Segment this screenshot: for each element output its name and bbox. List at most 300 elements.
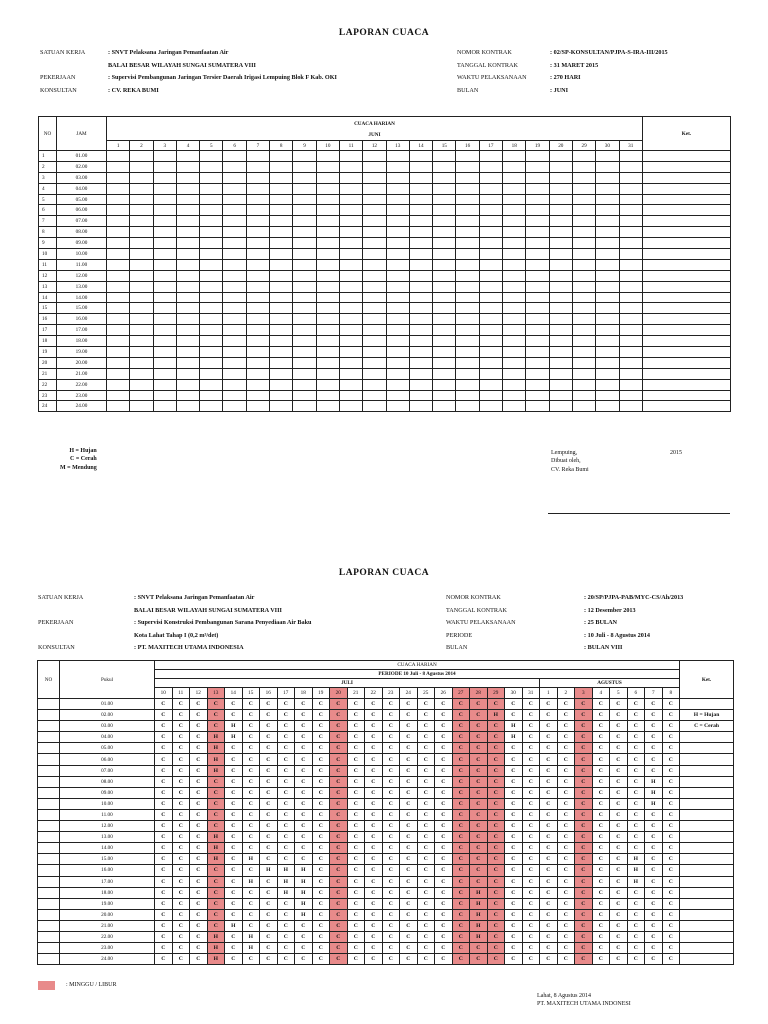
- sign-place: Lahat, 8 Agustus 2014: [537, 993, 591, 999]
- day-header: 20: [330, 688, 348, 699]
- weather-cell: C: [645, 931, 663, 942]
- weather-cell: C: [662, 931, 680, 942]
- weather-cell: C: [260, 821, 278, 832]
- weather-cell: [223, 292, 246, 303]
- weather-cell: C: [522, 931, 540, 942]
- weather-cell: C: [610, 954, 628, 965]
- table-row: [39, 259, 731, 270]
- ket-cell: [642, 216, 730, 227]
- weather-cell: C: [592, 809, 610, 820]
- weather-cell: [246, 161, 269, 172]
- weather-cell: [270, 249, 293, 260]
- value: BALAI BESAR WILAYAH SUNGAI SUMATERA VIII: [108, 61, 256, 69]
- weather-cell: C: [610, 776, 628, 787]
- weather-cell: C: [575, 920, 593, 931]
- weather-cell: C: [190, 898, 208, 909]
- weather-cell: [596, 368, 619, 379]
- weather-cell: [619, 194, 642, 205]
- weather-cell: C: [400, 865, 418, 876]
- legend-item: H = Hujan: [69, 448, 97, 454]
- weather-cell: C: [365, 876, 383, 887]
- day-header: 1: [540, 688, 558, 699]
- weather-cell: [479, 194, 502, 205]
- weather-cell: C: [242, 821, 260, 832]
- weather-cell: C: [207, 710, 225, 721]
- day-header: 20: [549, 141, 572, 151]
- weather-cell: C: [557, 832, 575, 843]
- weather-cell: [386, 368, 409, 379]
- row-no: 24: [39, 401, 57, 412]
- table-row: [39, 401, 731, 412]
- day-header: 16: [456, 141, 479, 151]
- weather-cell: C: [662, 865, 680, 876]
- weather-cell: C: [190, 743, 208, 754]
- weather-cell: C: [365, 931, 383, 942]
- weather-cell: C: [172, 843, 190, 854]
- row-no: [38, 798, 60, 809]
- weather-cell: [456, 151, 479, 162]
- value: : 31 MARET 2015: [550, 61, 599, 69]
- weather-cell: [596, 379, 619, 390]
- weather-cell: [549, 390, 572, 401]
- weather-cell: C: [557, 787, 575, 798]
- weather-cell: [130, 347, 153, 358]
- days-row: [39, 141, 731, 151]
- weather-cell: [386, 238, 409, 249]
- weather-cell: C: [382, 754, 400, 765]
- weather-cell: [176, 281, 199, 292]
- weather-cell: [246, 194, 269, 205]
- day-header: 31: [522, 688, 540, 699]
- weather-cell: C: [505, 710, 523, 721]
- weather-cell: [409, 238, 432, 249]
- weather-cell: [293, 303, 316, 314]
- weather-cell: C: [417, 920, 435, 931]
- weather-cell: C: [365, 732, 383, 743]
- weather-cell: C: [207, 909, 225, 920]
- weather-cell: [153, 379, 176, 390]
- weather-cell: C: [207, 776, 225, 787]
- weather-cell: [293, 379, 316, 390]
- row-pukul: 06.00: [60, 754, 155, 765]
- weather-cell: [107, 401, 130, 412]
- day-header: 12: [190, 688, 208, 699]
- weather-cell: [246, 303, 269, 314]
- weather-cell: C: [225, 776, 243, 787]
- weather-cell: [153, 390, 176, 401]
- weather-cell: H: [207, 765, 225, 776]
- weather-cell: C: [575, 710, 593, 721]
- row-jam: 06.00: [57, 205, 107, 216]
- weather-cell: [363, 259, 386, 270]
- ket-cell: [642, 292, 730, 303]
- weather-cell: C: [347, 732, 365, 743]
- ket-cell: [642, 336, 730, 347]
- weather-cell: [200, 401, 223, 412]
- weather-cell: C: [190, 931, 208, 942]
- weather-cell: [339, 379, 362, 390]
- weather-cell: [339, 172, 362, 183]
- weather-cell: [503, 347, 526, 358]
- weather-cell: [409, 379, 432, 390]
- weather-cell: C: [575, 732, 593, 743]
- row-jam: 17.00: [57, 325, 107, 336]
- weather-cell: C: [627, 898, 645, 909]
- weather-cell: [223, 336, 246, 347]
- weather-cell: C: [330, 776, 348, 787]
- weather-cell: C: [172, 743, 190, 754]
- table-row: [39, 303, 731, 314]
- weather-cell: C: [610, 809, 628, 820]
- weather-cell: [572, 292, 595, 303]
- weather-cell: [316, 270, 339, 281]
- weather-cell: C: [417, 798, 435, 809]
- weather-cell: [386, 347, 409, 358]
- weather-cell: [456, 259, 479, 270]
- weather-cell: C: [522, 898, 540, 909]
- weather-cell: [526, 357, 549, 368]
- weather-cell: C: [645, 920, 663, 931]
- weather-cell: C: [435, 876, 453, 887]
- weather-cell: [619, 379, 642, 390]
- day-header: 3: [153, 141, 176, 151]
- weather-cell: [503, 205, 526, 216]
- weather-cell: [130, 238, 153, 249]
- weather-cell: C: [207, 876, 225, 887]
- day-header: 10: [155, 688, 173, 699]
- weather-cell: C: [312, 931, 330, 942]
- weather-cell: C: [575, 787, 593, 798]
- weather-cell: [526, 151, 549, 162]
- weather-cell: C: [487, 765, 505, 776]
- weather-cell: C: [365, 920, 383, 931]
- weather-cell: H: [207, 832, 225, 843]
- weather-cell: C: [662, 699, 680, 710]
- weather-cell: [456, 161, 479, 172]
- value: : 12 Desember 2013: [584, 606, 636, 614]
- weather-cell: C: [242, 865, 260, 876]
- weather-cell: C: [645, 765, 663, 776]
- label: [38, 605, 134, 618]
- weather-cell: C: [277, 721, 295, 732]
- weather-cell: C: [312, 954, 330, 965]
- weather-cell: [176, 314, 199, 325]
- weather-cell: [433, 281, 456, 292]
- row-no: 3: [39, 172, 57, 183]
- weather-cell: [246, 270, 269, 281]
- weather-cell: [107, 194, 130, 205]
- weather-cell: [619, 347, 642, 358]
- weather-cell: C: [190, 954, 208, 965]
- weather-cell: C: [330, 754, 348, 765]
- weather-cell: [107, 347, 130, 358]
- weather-cell: C: [470, 798, 488, 809]
- label: KONSULTAN: [40, 86, 77, 94]
- table-row: [38, 843, 734, 854]
- table-row: [38, 710, 734, 721]
- weather-cell: [270, 238, 293, 249]
- weather-cell: C: [242, 765, 260, 776]
- weather-cell: C: [242, 743, 260, 754]
- col-jam: JAM: [57, 117, 107, 151]
- value: : CV. REKA BUMI: [108, 86, 159, 94]
- weather-cell: [386, 249, 409, 260]
- weather-cell: H: [470, 920, 488, 931]
- weather-cell: [619, 368, 642, 379]
- weather-cell: C: [435, 798, 453, 809]
- weather-cell: C: [417, 843, 435, 854]
- row-jam: 16.00: [57, 314, 107, 325]
- ket-cell: [642, 368, 730, 379]
- weather-cell: C: [645, 876, 663, 887]
- weather-cell: H: [645, 798, 663, 809]
- row-jam: 14.00: [57, 292, 107, 303]
- row-jam: 20.00: [57, 357, 107, 368]
- ket-cell: [680, 898, 734, 909]
- weather-cell: [549, 347, 572, 358]
- weather-cell: C: [172, 865, 190, 876]
- weather-cell: C: [470, 809, 488, 820]
- day-header: 2: [557, 688, 575, 699]
- weather-cell: C: [505, 821, 523, 832]
- label: PEKERJAAN: [40, 74, 76, 82]
- weather-cell: [200, 357, 223, 368]
- weather-cell: C: [382, 743, 400, 754]
- weather-cell: C: [522, 887, 540, 898]
- report1-title: LAPORAN CUACA: [338, 28, 430, 38]
- weather-cell: C: [575, 809, 593, 820]
- weather-cell: [596, 303, 619, 314]
- weather-cell: C: [662, 754, 680, 765]
- day-header: 5: [200, 141, 223, 151]
- weather-cell: [270, 401, 293, 412]
- weather-cell: [130, 314, 153, 325]
- weather-cell: C: [225, 943, 243, 954]
- weather-cell: [293, 205, 316, 216]
- weather-cell: C: [225, 809, 243, 820]
- weather-cell: [246, 357, 269, 368]
- weather-cell: C: [575, 832, 593, 843]
- weather-cell: C: [312, 943, 330, 954]
- row-pukul: 14.00: [60, 843, 155, 854]
- weather-cell: C: [592, 776, 610, 787]
- weather-cell: C: [260, 854, 278, 865]
- weather-cell: [270, 390, 293, 401]
- row-jam: 23.00: [57, 390, 107, 401]
- weather-cell: [130, 368, 153, 379]
- weather-cell: C: [365, 787, 383, 798]
- row-no: [38, 843, 60, 854]
- weather-cell: [456, 270, 479, 281]
- weather-cell: [130, 194, 153, 205]
- weather-cell: [503, 325, 526, 336]
- weather-cell: [107, 270, 130, 281]
- weather-cell: C: [470, 943, 488, 954]
- weather-cell: [223, 227, 246, 238]
- table-row: [39, 205, 731, 216]
- table-row: [38, 832, 734, 843]
- row-no: 11: [39, 259, 57, 270]
- weather-cell: C: [575, 721, 593, 732]
- weather-cell: H: [470, 931, 488, 942]
- row-no: 4: [39, 183, 57, 194]
- weather-cell: [433, 390, 456, 401]
- weather-cell: [246, 281, 269, 292]
- weather-cell: [153, 151, 176, 162]
- weather-cell: C: [435, 887, 453, 898]
- weather-cell: C: [400, 898, 418, 909]
- table-row: [39, 270, 731, 281]
- weather-cell: [503, 379, 526, 390]
- weather-cell: C: [207, 887, 225, 898]
- weather-cell: C: [400, 776, 418, 787]
- weather-cell: [130, 205, 153, 216]
- weather-cell: [526, 194, 549, 205]
- weather-cell: [433, 379, 456, 390]
- weather-cell: [503, 194, 526, 205]
- weather-cell: [503, 303, 526, 314]
- weather-cell: [386, 292, 409, 303]
- weather-cell: [339, 183, 362, 194]
- row-jam: 08.00: [57, 227, 107, 238]
- weather-cell: C: [452, 854, 470, 865]
- weather-cell: [246, 183, 269, 194]
- weather-cell: [526, 281, 549, 292]
- weather-cell: C: [592, 743, 610, 754]
- weather-cell: [130, 336, 153, 347]
- weather-cell: C: [662, 876, 680, 887]
- weather-cell: [270, 325, 293, 336]
- weather-cell: [596, 325, 619, 336]
- weather-cell: C: [540, 876, 558, 887]
- table-row: [38, 943, 734, 954]
- weather-cell: C: [155, 699, 173, 710]
- weather-cell: C: [400, 909, 418, 920]
- month-juli: JULI: [155, 679, 540, 688]
- weather-cell: C: [505, 787, 523, 798]
- weather-cell: C: [190, 732, 208, 743]
- weather-cell: C: [347, 809, 365, 820]
- weather-cell: C: [487, 821, 505, 832]
- weather-cell: C: [190, 876, 208, 887]
- weather-cell: C: [505, 931, 523, 942]
- weather-cell: C: [645, 909, 663, 920]
- weather-cell: C: [365, 699, 383, 710]
- weather-cell: C: [540, 854, 558, 865]
- weather-cell: [153, 259, 176, 270]
- month-row: [39, 131, 731, 141]
- weather-cell: [433, 357, 456, 368]
- weather-cell: C: [260, 931, 278, 942]
- weather-cell: C: [662, 732, 680, 743]
- weather-cell: [176, 270, 199, 281]
- weather-cell: C: [277, 787, 295, 798]
- signature-line: [548, 513, 730, 514]
- row-no: [38, 776, 60, 787]
- weather-cell: H: [242, 854, 260, 865]
- weather-cell: [200, 314, 223, 325]
- weather-cell: C: [522, 821, 540, 832]
- sign-made-by: Dibuat oleh,: [551, 458, 581, 465]
- weather-cell: C: [522, 865, 540, 876]
- weather-cell: C: [330, 743, 348, 754]
- weather-cell: C: [540, 721, 558, 732]
- weather-cell: C: [487, 776, 505, 787]
- weather-cell: C: [470, 821, 488, 832]
- weather-cell: C: [417, 765, 435, 776]
- row-no: 15: [39, 303, 57, 314]
- weather-cell: C: [155, 765, 173, 776]
- day-header: 7: [645, 688, 663, 699]
- weather-cell: [246, 292, 269, 303]
- weather-cell: [130, 401, 153, 412]
- weather-cell: C: [400, 920, 418, 931]
- weather-cell: [456, 172, 479, 183]
- weather-cell: H: [277, 876, 295, 887]
- weather-cell: [503, 183, 526, 194]
- day-header: 29: [572, 141, 595, 151]
- weather-cell: [200, 216, 223, 227]
- row-pukul: 13.00: [60, 832, 155, 843]
- weather-cell: C: [645, 809, 663, 820]
- ket-cell: [680, 732, 734, 743]
- weather-cell: C: [172, 732, 190, 743]
- weather-cell: H: [470, 898, 488, 909]
- weather-cell: C: [487, 754, 505, 765]
- weather-cell: [270, 303, 293, 314]
- weather-cell: [316, 347, 339, 358]
- weather-cell: C: [277, 898, 295, 909]
- weather-cell: [479, 161, 502, 172]
- weather-cell: [363, 216, 386, 227]
- weather-cell: C: [627, 754, 645, 765]
- value: : 02/SP-KONSULTAN/PJPA-S-IRA-III/2015: [550, 49, 668, 56]
- weather-cell: C: [400, 743, 418, 754]
- weather-cell: C: [557, 865, 575, 876]
- weather-cell: [363, 227, 386, 238]
- weather-cell: C: [645, 865, 663, 876]
- weather-cell: [572, 390, 595, 401]
- weather-cell: [246, 227, 269, 238]
- weather-cell: [363, 151, 386, 162]
- weather-cell: [176, 325, 199, 336]
- weather-cell: C: [540, 732, 558, 743]
- weather-cell: C: [575, 909, 593, 920]
- weather-cell: C: [155, 743, 173, 754]
- weather-cell: C: [242, 732, 260, 743]
- weather-cell: C: [295, 832, 313, 843]
- weather-cell: [479, 151, 502, 162]
- weather-cell: C: [347, 710, 365, 721]
- weather-cell: [316, 259, 339, 270]
- weather-cell: C: [662, 809, 680, 820]
- weather-cell: C: [575, 699, 593, 710]
- weather-cell: [246, 249, 269, 260]
- weather-cell: C: [347, 821, 365, 832]
- weather-cell: C: [277, 710, 295, 721]
- weather-cell: C: [592, 765, 610, 776]
- weather-cell: C: [592, 954, 610, 965]
- weather-cell: [270, 151, 293, 162]
- weather-cell: C: [382, 710, 400, 721]
- weather-cell: C: [207, 721, 225, 732]
- weather-cell: C: [487, 732, 505, 743]
- day-header: 17: [277, 688, 295, 699]
- weather-cell: C: [312, 887, 330, 898]
- weather-cell: C: [610, 754, 628, 765]
- label: KONSULTAN: [38, 644, 75, 652]
- weather-cell: C: [435, 854, 453, 865]
